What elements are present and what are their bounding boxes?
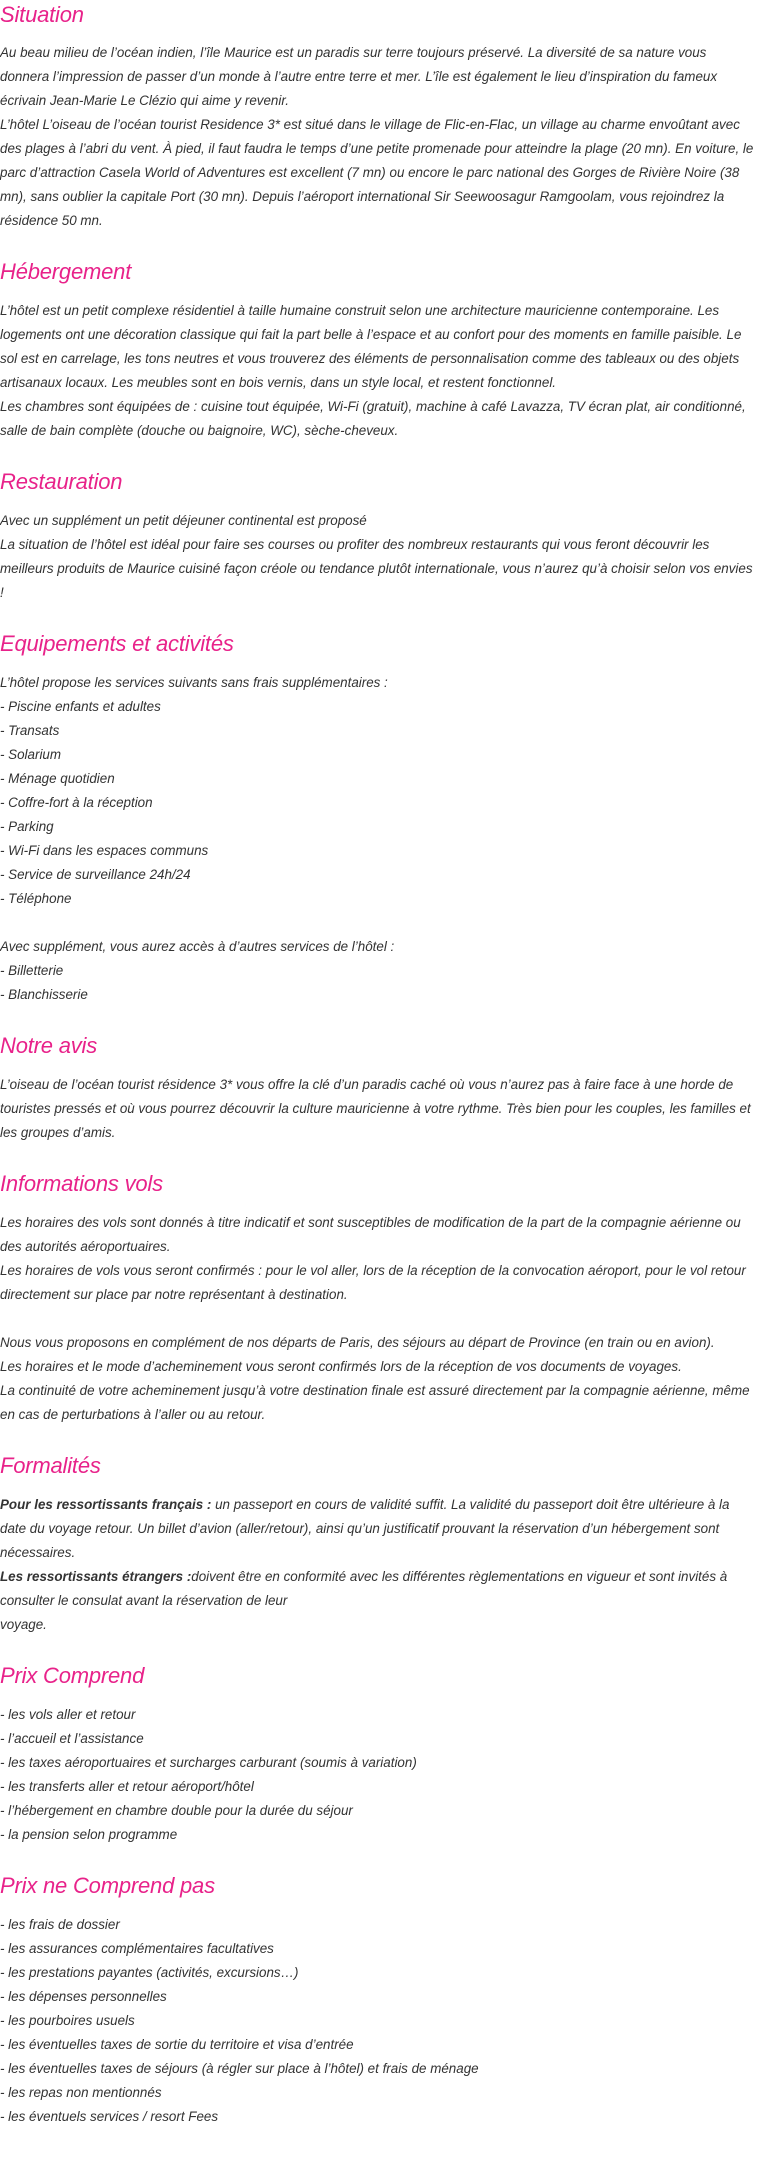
paragraph-lead: Les ressortissants étrangers :	[0, 1569, 192, 1584]
section-body-notre-avis	[0, 1073, 758, 1145]
section-title-restauration: Restauration	[0, 469, 123, 494]
section-body-formalites	[0, 1493, 758, 1637]
section-title-equipements: Equipements et activités	[0, 631, 234, 656]
paragraph: L’hôtel propose les services suivants sans frais supplémentaires :	[0, 675, 388, 690]
section-title-prix-ne-comprend-pas: Prix ne Comprend pas	[0, 1873, 215, 1898]
list-item: - les transferts aller et retour aéroport/hôtel	[0, 1779, 254, 1794]
list-item: - Piscine enfants et adultes	[0, 699, 161, 714]
section-title-formalites: Formalités	[0, 1453, 101, 1478]
paragraph	[0, 1613, 758, 1637]
list-item: - les éventuelles taxes de séjours (à régler sur place à l’hôtel) et frais de ménage	[0, 2061, 479, 2076]
list-item: - l’hébergement en chambre double pour la durée du séjour	[0, 1803, 353, 1818]
blank-line	[0, 1307, 758, 1331]
list-item: - Wi-Fi dans les espaces communs	[0, 843, 209, 858]
paragraph: Avec supplément, vous aurez accès à d’autres services de l’hôtel :	[0, 939, 395, 954]
list-item: - Service de surveillance 24h/24	[0, 867, 191, 882]
paragraph: La continuité de votre acheminement jusqu’à votre destination finale est assuré directement par la compagnie aérienne, même en cas de perturbations à l’aller ou au retour.	[0, 1383, 750, 1422]
section-title-informations-vols: Informations vols	[0, 1171, 163, 1196]
section-body-prix-ne-comprend-pas	[0, 1913, 758, 2129]
paragraph: Nous vous proposons en complément de nos départs de Paris, des séjours au départ de Province (en train ou en avion).	[0, 1335, 715, 1350]
paragraph: Les horaires des vols sont donnés à titre indicatif et sont susceptibles de modification de la part de la compagnie aérienne ou des autorités aéroportuaires.	[0, 1215, 741, 1254]
list-item: - Parking	[0, 819, 54, 834]
list-item: - les pourboires usuels	[0, 2013, 135, 2028]
list-item: - les dépenses personnelles	[0, 1989, 167, 2004]
paragraph: La situation de l’hôtel est idéal pour faire ses courses ou profiter des nombreux restaurants qui vous feront découvrir les meilleurs produits de Maurice cuisiné façon créole ou tendance plutôt internationale, vous n’aurez qu’à choisir selon vos envies !	[0, 537, 753, 600]
section-equipements	[0, 631, 758, 1007]
section-prix-ne-comprend-pas	[0, 1873, 758, 2129]
list-item: - Téléphone	[0, 891, 72, 906]
section-title-situation: Situation	[0, 2, 84, 27]
section-body-situation	[0, 41, 758, 233]
list-item: - les éventuelles taxes de sortie du territoire et visa d’entrée	[0, 2037, 354, 2052]
list-item: - les prestations payantes (activités, excursions…)	[0, 1965, 299, 1980]
paragraph: L’hôtel L’oiseau de l’océan tourist Residence 3* est situé dans le village de Flic-en-Flac, un village au charme envoûtant avec des plages à l’abri du vent. À pied, il faut faudra le temps d’une petite promenade pour atteindre la plage (20 mn). En voiture, le parc d’attraction Casela World of Adventures est excellent (7 mn) ou encore le parc national des Gorges de Rivière Noire (38 mn), sans oublier la capitale Port (30 mn). Depuis l’aéroport international Sir Seewoosagur Ramgoolam, vous rejoindrez la résidence 50 mn.	[0, 117, 754, 228]
paragraph-text: voyage.	[0, 1617, 47, 1632]
list-item: - Ménage quotidien	[0, 771, 115, 786]
list-item: - Transats	[0, 723, 60, 738]
list-item: - Solarium	[0, 747, 62, 762]
list-item: - les taxes aéroportuaires et surcharges carburant (soumis à variation)	[0, 1755, 417, 1770]
list-item: - Blanchisserie	[0, 987, 88, 1002]
list-item: - les frais de dossier	[0, 1917, 120, 1932]
blank-line	[0, 911, 758, 935]
list-item: - l’accueil et l’assistance	[0, 1731, 144, 1746]
section-body-hebergement	[0, 299, 758, 443]
list-item: - les éventuels services / resort Fees	[0, 2109, 219, 2124]
section-formalites	[0, 1453, 758, 1637]
section-body-informations-vols	[0, 1211, 758, 1427]
section-situation	[0, 0, 758, 233]
paragraph: L’oiseau de l’océan tourist résidence 3* vous offre la clé d’un paradis caché où vous n’aurez pas à faire face à une horde de touristes pressés et où vous pourrez découvrir la culture mauricienne à votre rythme. Très bien pour les couples, les familles et les groupes d’amis.	[0, 1077, 751, 1140]
paragraph: Avec un supplément un petit déjeuner continental est proposé	[0, 513, 367, 528]
paragraph	[0, 1565, 758, 1613]
paragraph: Les horaires de vols vous seront confirmés : pour le vol aller, lors de la réception de la convocation aéroport, pour le vol retour directement sur place par notre représentant à destination.	[0, 1263, 746, 1302]
paragraph-lead: Pour les ressortissants français :	[0, 1497, 212, 1512]
list-item: - les repas non mentionnés	[0, 2085, 162, 2100]
section-hebergement	[0, 259, 758, 443]
section-informations-vols	[0, 1171, 758, 1427]
paragraph: Les horaires et le mode d’acheminement vous seront confirmés lors de la réception de vos documents de voyages.	[0, 1359, 682, 1374]
paragraph-text: doivent être en conformité avec les différentes règlementations en vigueur et sont invités à consulter le consulat avant la réservation de leur	[0, 1569, 728, 1608]
section-title-hebergement: Hébergement	[0, 259, 132, 284]
list-item: - les assurances complémentaires facultatives	[0, 1941, 274, 1956]
paragraph-text: un passeport en cours de validité suffit. La validité du passeport doit être ultérieure à la date du voyage retour. Un billet d’avion (aller/retour), ainsi qu’un justificatif prouvant la réservation d’un hébergement sont nécessaires.	[0, 1497, 730, 1560]
paragraph: Au beau milieu de l’océan indien, l’île Maurice est un paradis sur terre toujours préservé. La diversité de sa nature vous donnera l’impression de passer d’un monde à l’autre entre terre et mer. L’île est également le lieu d’inspiration du fameux écrivain Jean-Marie Le Clézio qui aime y revenir.	[0, 45, 718, 108]
section-restauration	[0, 469, 758, 605]
section-title-notre-avis: Notre avis	[0, 1033, 98, 1058]
section-body-restauration	[0, 509, 758, 605]
list-item: - la pension selon programme	[0, 1827, 178, 1842]
section-title-prix-comprend: Prix Comprend	[0, 1663, 145, 1688]
section-body-equipements	[0, 671, 758, 1007]
paragraph	[0, 1493, 758, 1565]
paragraph: Les chambres sont équipées de : cuisine tout équipée, Wi-Fi (gratuit), machine à café Lavazza, TV écran plat, air conditionné, salle de bain complète (douche ou baignoire, WC), sèche-cheveux.	[0, 399, 746, 438]
paragraph: L’hôtel est un petit complexe résidentiel à taille humaine construit selon une architecture mauricienne contemporaine. Les logements ont une décoration classique qui fait la part belle à l’espace et au confort pour des moments en famille paisible. Le sol est en carrelage, les tons neutres et vous trouverez des éléments de personnalisation comme des tableaux ou des objets artisanaux locaux. Les meubles sont en bois vernis, dans un style local, et restent fonctionnel.	[0, 303, 742, 390]
section-body-prix-comprend	[0, 1703, 758, 1847]
list-item: - Billetterie	[0, 963, 64, 978]
section-prix-comprend	[0, 1663, 758, 1847]
list-item: - Coffre-fort à la réception	[0, 795, 153, 810]
section-notre-avis	[0, 1033, 758, 1145]
list-item: - les vols aller et retour	[0, 1707, 136, 1722]
